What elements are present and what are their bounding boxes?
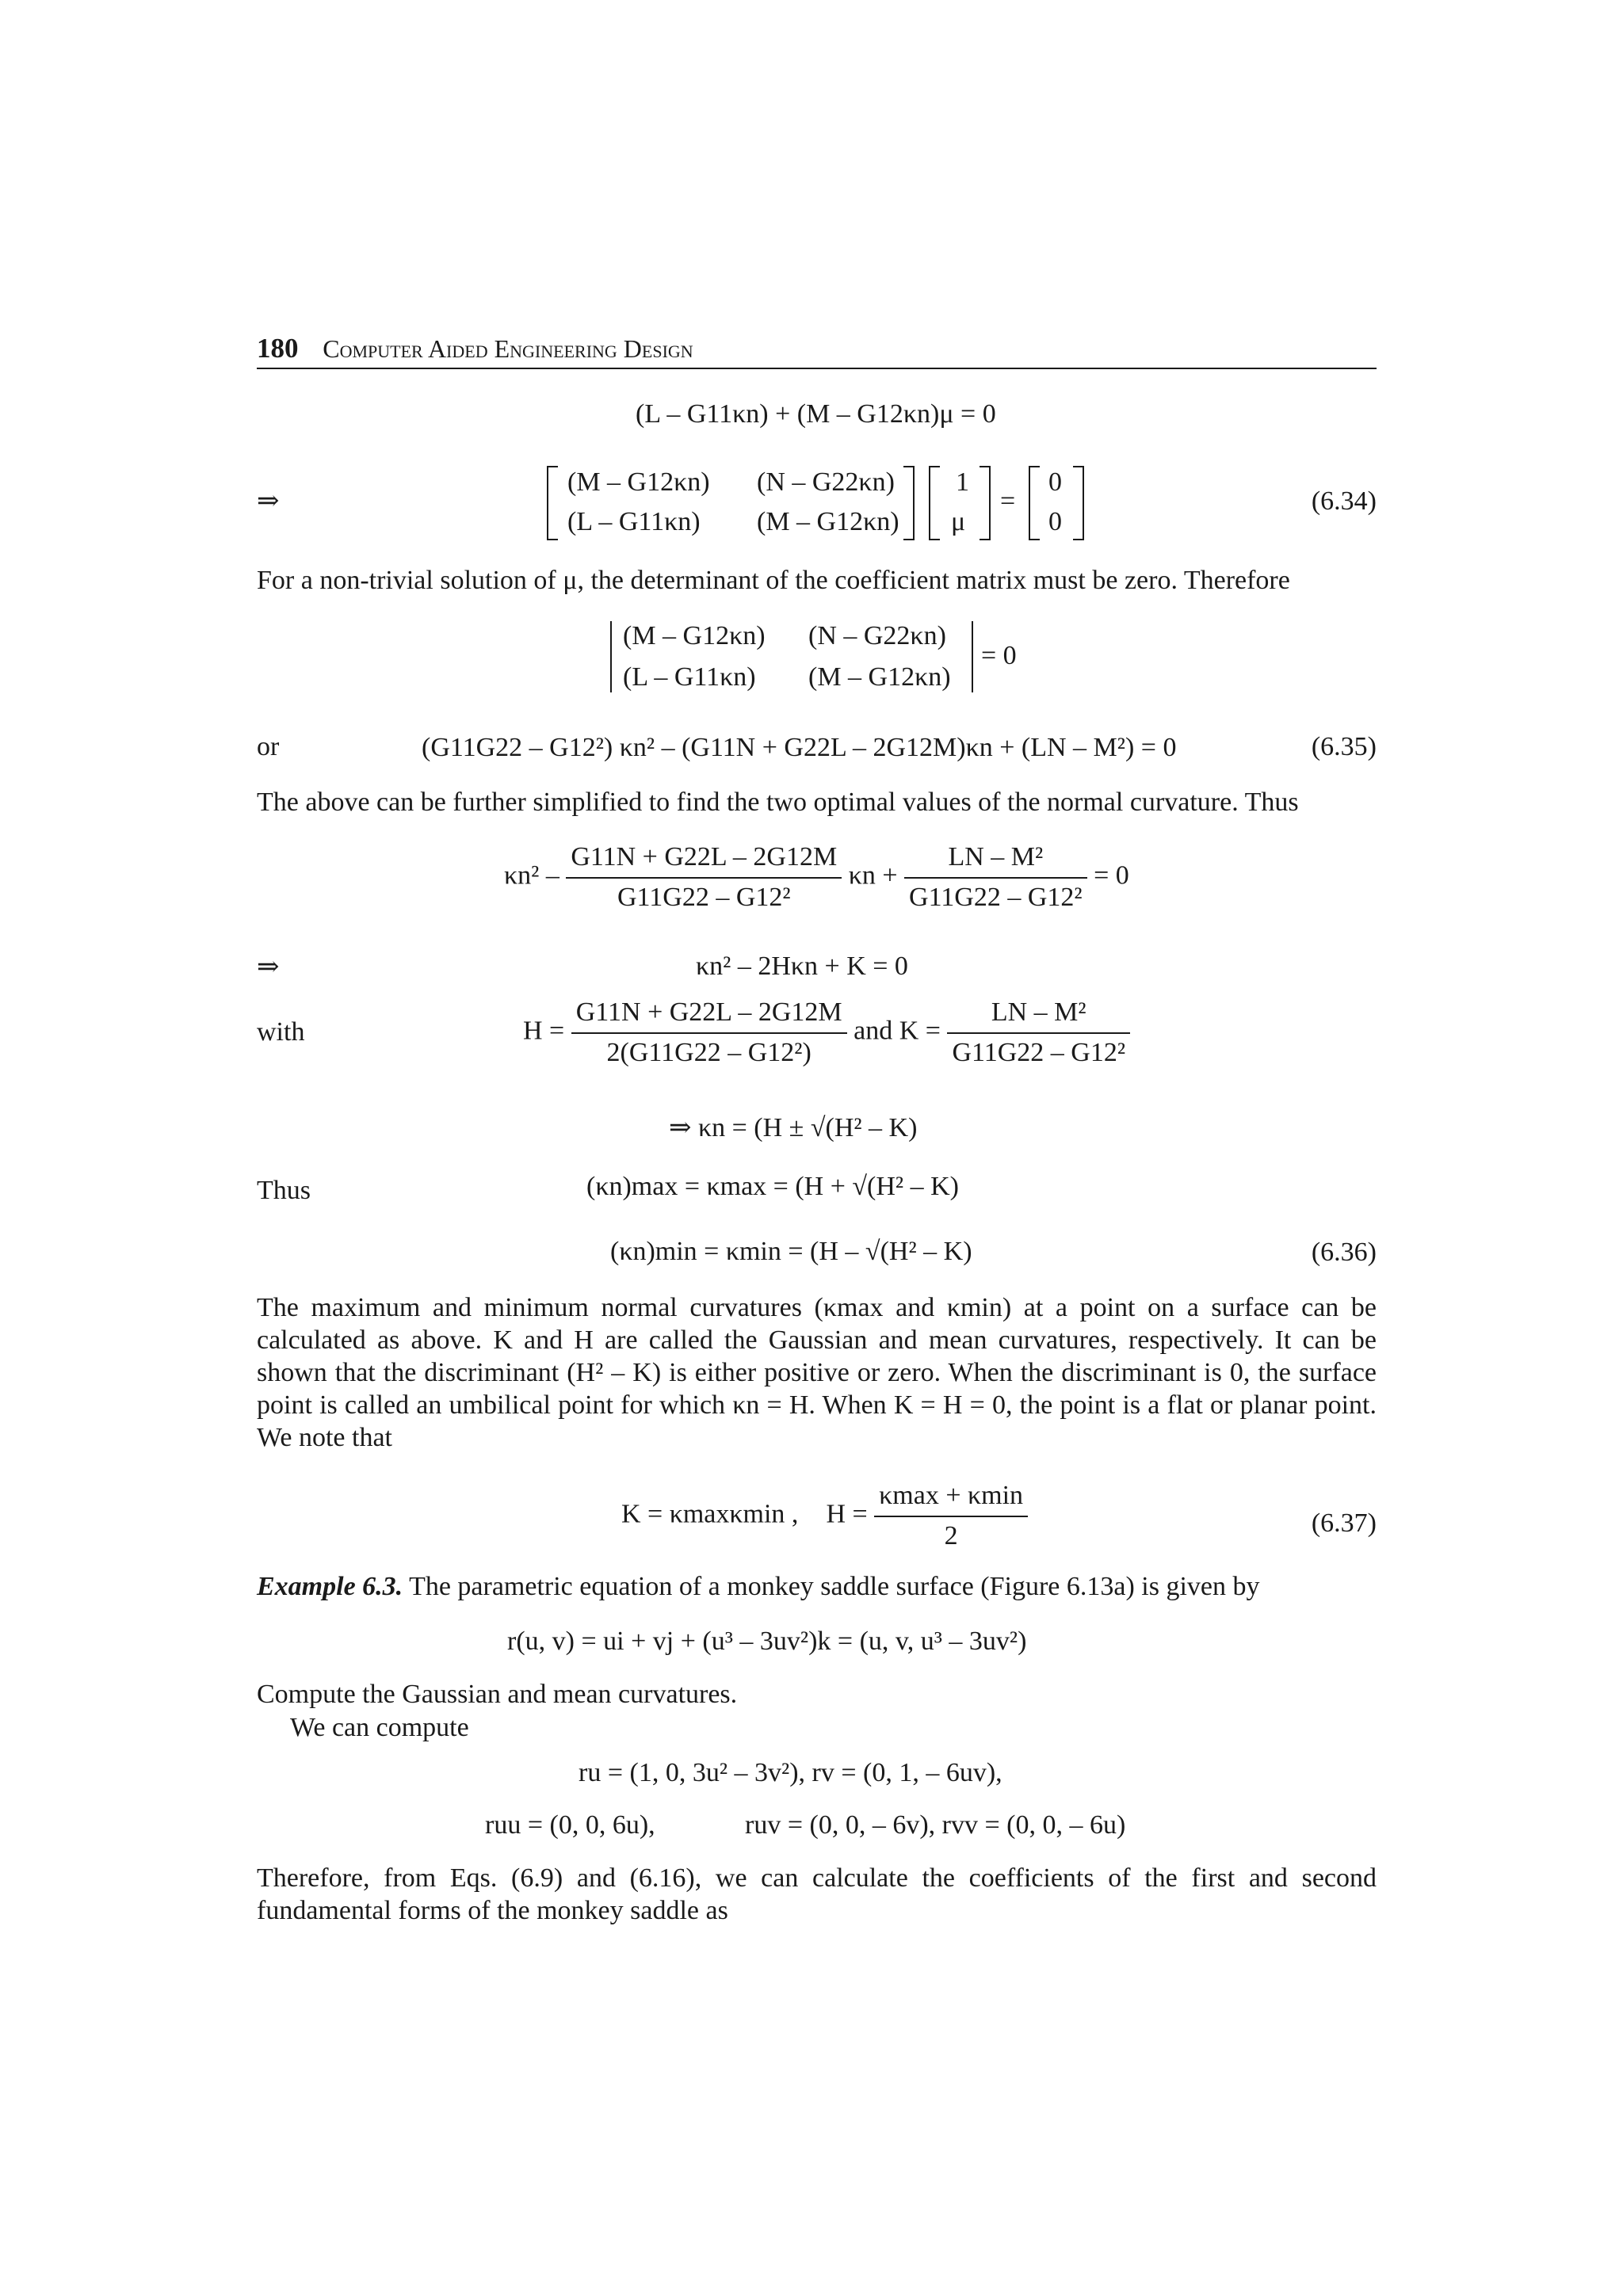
equals-sign: = (1000, 486, 1016, 516)
matrix-cell-11: (M – G12κn) (567, 467, 710, 497)
fraction-mean-denominator: G11G22 – G12² (617, 882, 791, 912)
paragraph-simplified: The above can be further simplified to find the two optimal values of the normal curvature. Thus (257, 788, 1299, 817)
equation-monkey-saddle: r(u, v) = ui + vj + (u³ – 3uv²)k = (u, v, u³ – 3uv²) (507, 1627, 1027, 1656)
paragraph-curvatures: The maximum and minimum normal curvatures (κmax and κmin) at a point on a surface can be calculated as above. K and H are called the Gaussian and mean curvatures, respectively. It can be shown that the discriminant (H² – K) is either positive or zero. When the discriminant is 0, the surface point is called an umbilical point for which κn = H. When K = H = 0, the point is a flat or planar point. We note that (257, 1293, 1377, 1452)
quadratic-rhs: = 0 (1094, 860, 1129, 891)
paragraph-nontrivial: For a non-trivial solution of μ, the determinant of the coefficient matrix must be zero. Therefore (257, 566, 1290, 595)
det-cell-22: (M – G12κn) (808, 662, 951, 692)
equation-kappa-min: (κn)min = κmin = (H – √(H² – K) (610, 1237, 972, 1266)
equation-number-6-34: (6.34) (1311, 486, 1377, 516)
implies-arrow-1: ⇒ (257, 486, 280, 516)
equation-kappa-max: (κn)max = κmax = (H + √(H² – K) (586, 1172, 959, 1201)
and-k-label: and K = (854, 1016, 941, 1046)
vector-left-bracket (929, 466, 940, 540)
example-task: Compute the Gaussian and mean curvatures. (257, 1680, 738, 1709)
equation-first-derivatives: ru = (1, 0, 3u² – 3v²), rv = (0, 1, – 6uv), (579, 1758, 1002, 1787)
determinant-left-bar (610, 621, 612, 692)
coef-matrix-right-bracket (903, 466, 915, 540)
k-product: K = κmaxκmin , (621, 1499, 799, 1529)
fraction-k (947, 997, 1130, 1070)
example-heading (257, 1570, 1377, 1603)
equation-ruv-rvv: ruv = (0, 0, – 6v), rvv = (0, 0, – 6u) (745, 1810, 1126, 1840)
example-text: The parametric equation of a monkey saddle surface (Figure 6.13a) is given by (409, 1572, 1260, 1601)
example-lead: We can compute (290, 1713, 469, 1742)
fraction-h-numerator: G11N + G22L – 2G12M (571, 997, 847, 1034)
fraction-h-average-denominator: 2 (944, 1520, 958, 1550)
equation-characteristic: κn² – 2Hκn + K = 0 (696, 952, 908, 981)
equation-top: (L – G11κn) + (M – G12κn)μ = 0 (636, 399, 996, 429)
fraction-h-denominator: 2(G11G22 – G12²) (606, 1037, 812, 1067)
h-average-lhs: H = (826, 1499, 868, 1529)
equation-kappa-solution: ⇒ κn = (H ± √(H² – K) (669, 1113, 918, 1142)
quadratic-mid: κn + (848, 860, 898, 891)
fraction-gauss-numerator: LN – M² (904, 841, 1087, 879)
determinant-right-bar (972, 621, 973, 692)
equation-number-6-36: (6.36) (1311, 1238, 1377, 1267)
coef-matrix-left-bracket (547, 466, 558, 540)
label-thus: Thus (257, 1176, 311, 1205)
vector-right-bracket (980, 466, 991, 540)
zero-vector-right-bracket (1073, 466, 1084, 540)
determinant-rhs: = 0 (981, 641, 1017, 670)
matrix-cell-12: (N – G22κn) (757, 467, 895, 497)
implies-arrow-2: ⇒ (257, 952, 280, 982)
equation-number-6-35: (6.35) (1311, 732, 1377, 761)
example-title: Example 6.3. (257, 1572, 403, 1601)
matrix-cell-22: (M – G12κn) (757, 507, 899, 536)
equation-number-6-37: (6.37) (1311, 1508, 1377, 1538)
quadratic-lead: κn² – (504, 860, 559, 891)
fraction-k-denominator: G11G22 – G12² (952, 1037, 1126, 1067)
fraction-mean-numerator: G11N + G22L – 2G12M (566, 841, 842, 879)
vector-cell-2: μ (951, 507, 966, 536)
equation-6-37 (621, 1480, 1028, 1553)
page-number: 180 (257, 333, 299, 364)
zero-cell-1: 0 (1048, 467, 1062, 497)
fraction-h-average-numerator: κmax + κmin (874, 1480, 1028, 1517)
det-cell-21: (L – G11κn) (623, 662, 756, 692)
equation-ruu: ruu = (0, 0, 6u), (485, 1810, 655, 1840)
label-with: with (257, 1017, 305, 1047)
paragraph-fundamental-forms: Therefore, from Eqs. (6.9) and (6.16), we can calculate the coefficients of the first and second fundamental forms of the monkey saddle as (257, 1863, 1377, 1925)
equation-quadratic-fraction (504, 841, 1129, 914)
fraction-k-numerator: LN – M² (947, 997, 1130, 1034)
fraction-h (571, 997, 847, 1070)
fraction-h-average (874, 1480, 1028, 1553)
equation-h-k-definitions (523, 997, 1130, 1070)
h-lhs: H = (523, 1016, 565, 1046)
zero-cell-2: 0 (1048, 507, 1062, 536)
fraction-gauss-term (904, 841, 1087, 914)
equation-6-35: (G11G22 – G12²) κn² – (G11N + G22L – 2G12M)κn + (LN – M²) = 0 (422, 733, 1177, 762)
zero-vector-left-bracket (1029, 466, 1040, 540)
running-title: Computer Aided Engineering Design (323, 334, 693, 363)
running-header (257, 333, 1377, 369)
det-cell-12: (N – G22κn) (808, 621, 946, 650)
label-or: or (257, 732, 280, 761)
fraction-mean-term (566, 841, 842, 914)
matrix-cell-21: (L – G11κn) (567, 507, 701, 536)
fraction-gauss-denominator: G11G22 – G12² (909, 882, 1083, 912)
vector-cell-1: 1 (956, 467, 969, 497)
det-cell-11: (M – G12κn) (623, 621, 766, 650)
